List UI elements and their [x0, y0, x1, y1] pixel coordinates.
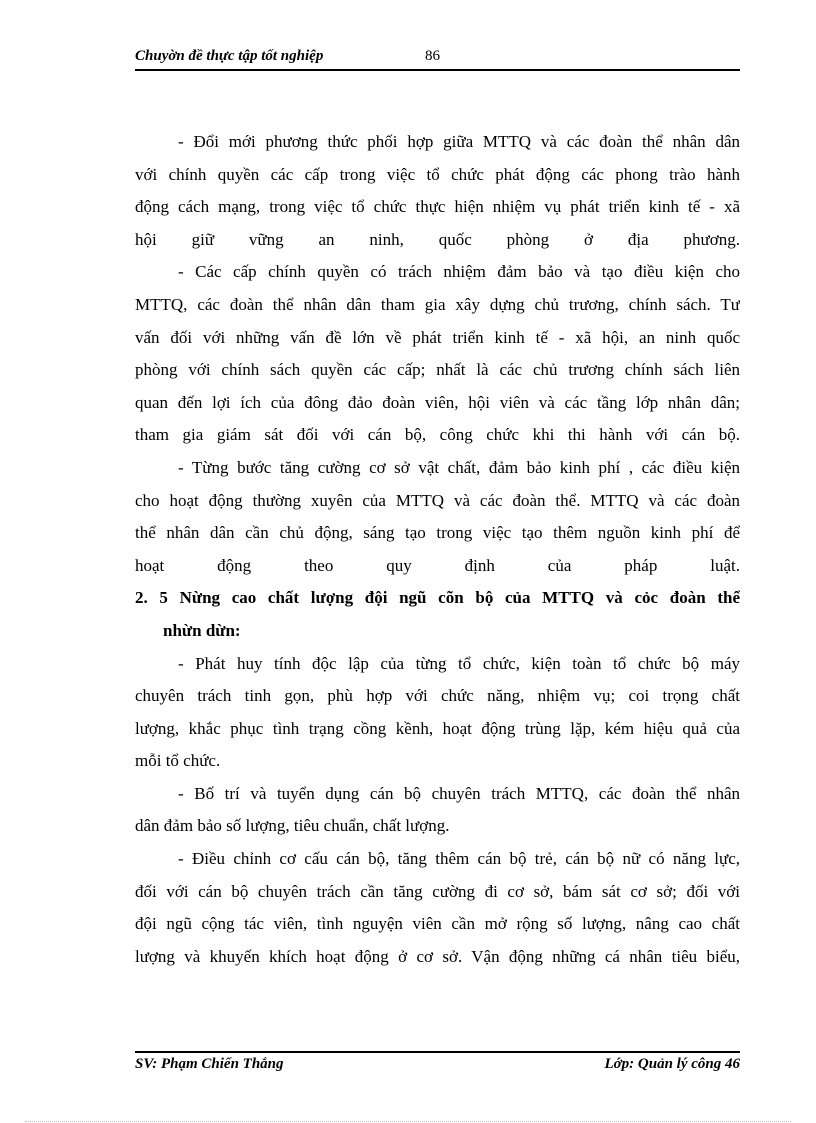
- footer-rule: [135, 1051, 740, 1053]
- page-edge-dotted-line: [25, 1121, 791, 1122]
- text-line: lượng và khuyến khích hoạt động ở cơ sở. Vận động những cá nhân tiêu biểu,: [135, 946, 740, 966]
- text-line: đội ngũ cộng tác viên, tình nguyện viên cần mở rộng số lượng, nâng cao chất: [135, 914, 740, 934]
- document-title: Chuyờn đề thực tập tốt nghiệp: [135, 48, 324, 64]
- text-line: hoạt động theo quy định của pháp luật.: [135, 555, 740, 575]
- text-line: cho hoạt động thường xuyên của MTTQ và các đoàn thể. MTTQ và các đoàn: [135, 490, 740, 510]
- student-name: SV: Phạm Chiến Thắng: [135, 1056, 284, 1072]
- text-line: - Điều chỉnh cơ cấu cán bộ, tăng thêm cán bộ trẻ, cán bộ nữ có năng lực,: [178, 849, 740, 869]
- header-rule: [135, 69, 740, 71]
- text-line: lượng, khắc phục tình trạng cồng kềnh, hoạt động trùng lặp, kém hiệu quả của: [135, 718, 740, 738]
- section-heading: 2. 5 Nừng cao chất lượng đội ngũ cõn bộ của MTTQ và cỏc đoàn thể: [135, 588, 740, 608]
- text-line: phòng với chính sách quyền các cấp; nhất là các chủ trương chính sách liên: [135, 360, 740, 380]
- text-line: - Từng bước tăng cường cơ sở vật chất, đảm bảo kinh phí , các điều kiện: [178, 457, 740, 477]
- text-line: - Đổi mới phương thức phối hợp giữa MTTQ và các đoàn thể nhân dân: [178, 132, 740, 151]
- text-line: MTTQ, các đoàn thể nhân dân tham gia xây dựng chủ trương, chính sách. Tư: [135, 294, 740, 314]
- text-line: thể nhân dân cần chủ động, sáng tạo trong việc tạo thêm nguồn kinh phí để: [135, 523, 740, 543]
- class-name: Lớp: Quản lý công 46: [604, 1056, 740, 1072]
- page-footer: [135, 1056, 740, 1078]
- text-line: dân đảm bảo số lượng, tiêu chuẩn, chất lượng.: [135, 816, 450, 836]
- text-line: hội giữ vững an ninh, quốc phòng ở địa phương.: [135, 229, 740, 249]
- text-line: đối với cán bộ chuyên trách cần tăng cường đi cơ sở, bám sát cơ sở; đối với: [135, 881, 740, 901]
- page-header: [135, 48, 740, 70]
- body-text: [135, 126, 740, 973]
- text-line: vấn đối với những vấn đề lớn về phát triển kinh tế - xã hội, an ninh quốc: [135, 327, 740, 347]
- text-line: tham gia giám sát đối với cán bộ, công chức khi thi hành với cán bộ.: [135, 425, 740, 445]
- text-line: - Các cấp chính quyền có trách nhiệm đảm bảo và tạo điều kiện cho: [178, 262, 740, 282]
- text-line: động cách mạng, trong việc tổ chức thực hiện nhiệm vụ phát triển kinh tế - xã: [135, 197, 740, 217]
- text-line: quan đến lợi ích của đông đảo đoàn viên, hội viên và các tầng lớp nhân dân;: [135, 392, 740, 412]
- text-line: với chính quyền các cấp trong việc tổ chức phát động các phong trào hành: [135, 164, 740, 184]
- text-line: - Bố trí và tuyển dụng cán bộ chuyên trách MTTQ, các đoàn thể nhân: [178, 783, 740, 803]
- section-heading-cont: nhừn dừn:: [163, 620, 241, 640]
- text-line: mỗi tổ chức.: [135, 751, 221, 771]
- text-line: - Phát huy tính độc lập của từng tổ chức, kiện toàn tổ chức bộ máy: [178, 653, 740, 673]
- text-line: chuyên trách tinh gọn, phù hợp với chức năng, nhiệm vụ; coi trọng chất: [135, 686, 740, 706]
- page-number: 86: [425, 48, 440, 64]
